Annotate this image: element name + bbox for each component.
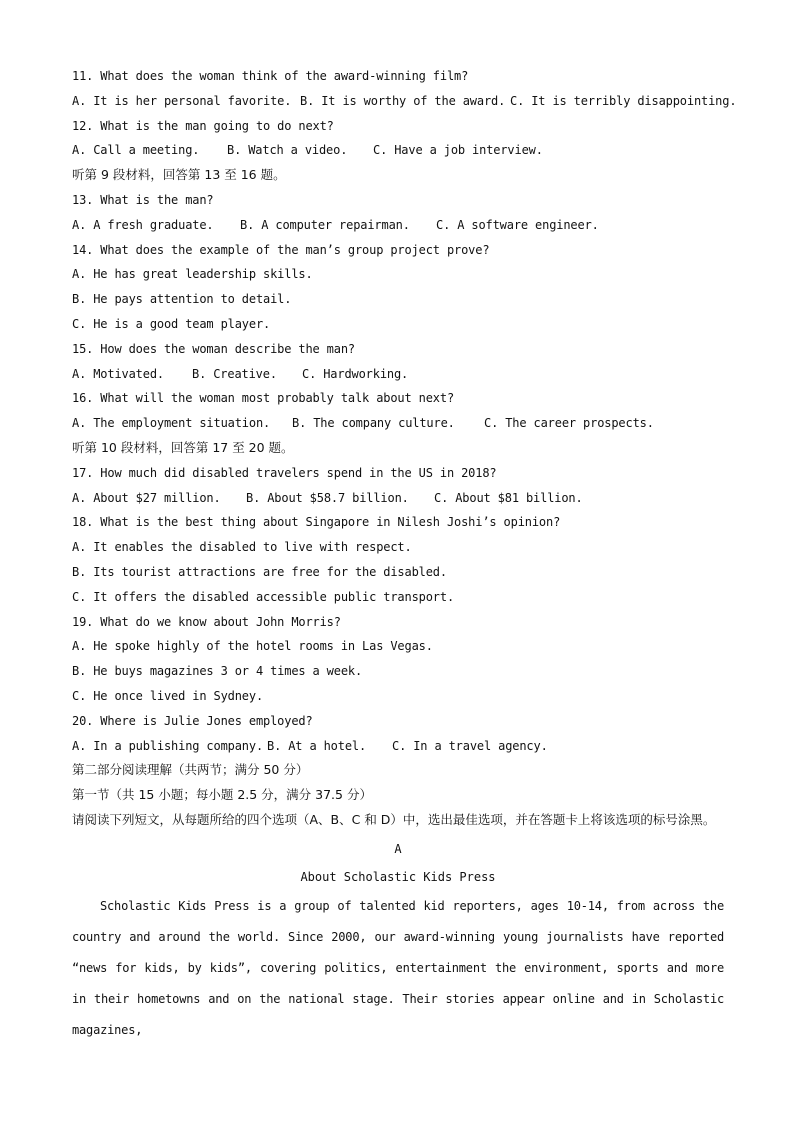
passage-title: About Scholastic Kids Press — [300, 869, 496, 884]
option-a: A. A fresh graduate. — [72, 217, 214, 232]
section-10-instruction: 听第 10 段材料，回答第 17 至 20 题。 — [72, 439, 294, 455]
part-2-title: 第二部分阅读理解（共两节；满分 50 分） — [72, 762, 309, 778]
option-b: B. About $58.7 billion. — [246, 490, 409, 505]
question-20-options — [72, 734, 724, 759]
section-9-instruction: 听第 9 段材料，回答第 13 至 16 题。 — [72, 167, 286, 183]
question-19-option-c: C. He once lived in Sydney. — [72, 688, 264, 703]
option-c: C. Have a job interview. — [373, 143, 543, 158]
question-14-option-b: B. He pays attention to detail. — [72, 292, 292, 307]
option-b: B. A computer repairman. — [240, 217, 410, 232]
question-19-option-b: B. He buys magazines 3 or 4 times a week. — [72, 664, 363, 679]
option-b: B. Creative. — [192, 366, 277, 381]
option-c: C. It is terribly disappointing. — [510, 93, 737, 108]
question-16-options — [72, 411, 724, 436]
part-2-instruction: 请阅读下列短文，从每题所给的四个选项（A、B、C 和 D）中，选出最佳选项，并在答题卡上将该选项的标号涂黑。 — [72, 811, 716, 827]
question-13-stem: 13. What is the man? — [72, 192, 214, 207]
question-18-option-c: C. It offers the disabled accessible public transport. — [72, 589, 455, 604]
option-b: B. It is worthy of the award. — [300, 93, 506, 108]
question-12-options — [72, 138, 724, 163]
option-c: C. In a travel agency. — [392, 738, 548, 753]
question-18-stem: 18. What is the best thing about Singapore in Nilesh Joshi’s opinion? — [72, 515, 561, 530]
question-13-options — [72, 213, 724, 238]
option-b: B. At a hotel. — [267, 738, 367, 753]
question-19-option-a: A. He spoke highly of the hotel rooms in Las Vegas. — [72, 639, 433, 654]
question-14-option-c: C. He is a good team player. — [72, 316, 271, 331]
question-14-option-a: A. He has great leadership skills. — [72, 267, 313, 282]
question-19-stem: 19. What do we know about John Morris? — [72, 614, 341, 629]
option-c: C. A software engineer. — [436, 217, 599, 232]
question-17-stem: 17. How much did disabled travelers spend in the US in 2018? — [72, 465, 497, 480]
exam-page — [72, 64, 737, 1046]
question-15-stem: 15. How does the woman describe the man? — [72, 341, 355, 356]
option-b: B. The company culture. — [292, 416, 455, 431]
part-2-section-1: 第一节（共 15 小题；每小题 2.5 分，满分 37.5 分） — [72, 787, 372, 803]
question-20-stem: 20. Where is Julie Jones employed? — [72, 713, 313, 728]
question-18-option-b: B. Its tourist attractions are free for the disabled. — [72, 564, 447, 579]
passage-letter: A — [394, 841, 402, 856]
passage-body: Scholastic Kids Press is a group of talented kid reporters, ages 10-14, from across the country and around the world. Since 2000, our award-winning young journalists have reported “news for kids, by kids”, covering politics, entertainment the environment, sports and more in their hometowns and on the national stage. Their stories appear online and in Scholastic magazines, — [72, 898, 724, 1037]
option-a: A. Motivated. — [72, 366, 164, 381]
option-a: A. In a publishing company. — [72, 738, 264, 753]
option-c: C. Hardworking. — [302, 366, 409, 381]
option-a: A. The employment situation. — [72, 416, 271, 431]
option-c: C. The career prospects. — [484, 416, 654, 431]
question-12-stem: 12. What is the man going to do next? — [72, 118, 334, 133]
question-15-options — [72, 362, 724, 387]
question-11-options — [72, 89, 737, 114]
option-b: B. Watch a video. — [227, 143, 348, 158]
question-16-stem: 16. What will the woman most probably talk about next? — [72, 391, 455, 406]
question-17-options — [72, 486, 724, 511]
option-a: A. It is her personal favorite. — [72, 93, 292, 108]
option-c: C. About $81 billion. — [434, 490, 583, 505]
option-a: A. About $27 million. — [72, 490, 221, 505]
question-18-option-a: A. It enables the disabled to live with respect. — [72, 540, 412, 555]
question-14-stem: 14. What does the example of the man’s group project prove? — [72, 242, 490, 257]
question-11-stem: 11. What does the woman think of the award-winning film? — [72, 69, 469, 83]
option-a: A. Call a meeting. — [72, 143, 200, 158]
